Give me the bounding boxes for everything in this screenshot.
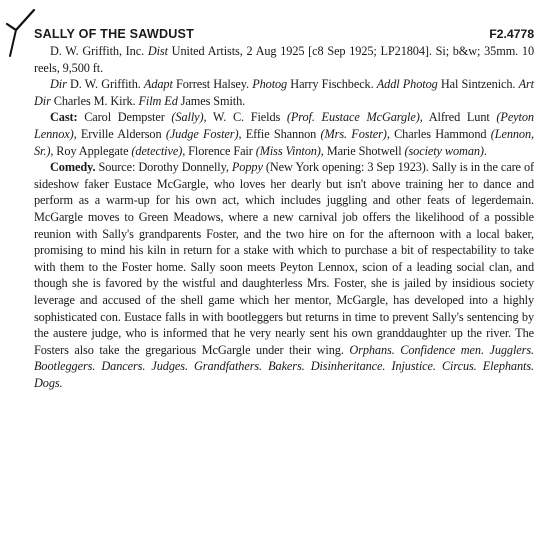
photographer: Harry Fischbeck. (287, 77, 377, 92)
cast-separator: , (50, 143, 57, 158)
cast-member-name: W. C. Fields (212, 110, 287, 125)
art-dir-label: Art Dir (34, 77, 534, 108)
source-rest: (New York opening: 3 Sep 1923). (262, 160, 432, 175)
release-details: United Artists, 2 Aug 1925 [c8 Sep 1925; LP21804]. Si; b&w; 35mm. 10 reels, 9,500 ft. (34, 44, 534, 75)
photog-label: Photog (252, 77, 288, 92)
cast-separator: , (182, 143, 189, 158)
cast-label: Cast: (50, 110, 78, 125)
cast-member-role: (Lennon, Sr.) (34, 126, 534, 158)
cast-list (34, 109, 534, 159)
cast-member-name: Alfred Lunt (428, 110, 497, 125)
cast-members (34, 110, 534, 157)
dir-label: Dir (50, 77, 67, 92)
cast-member-name: Marie Shotwell (326, 143, 405, 158)
cast-separator: , (320, 143, 327, 158)
cast-member-role: (Mrs. Foster) (320, 126, 387, 141)
adapter: Forrest Halsey. (172, 77, 253, 92)
cast-separator: , (386, 126, 395, 141)
production-company: D. W. Griffith, Inc. (50, 44, 148, 58)
adapt-label: Adapt (143, 77, 173, 92)
addl-photographer: Hal Sintzenich. (437, 77, 519, 92)
cast-separator: , (419, 110, 429, 125)
source-text: Source: Dorothy Donnelly, (95, 160, 232, 175)
film-ed-label: Film Ed (138, 93, 178, 108)
synopsis (34, 159, 534, 391)
film-editor: James Smith. (177, 93, 246, 108)
film-title: SALLY OF THE SAWDUST (34, 27, 195, 41)
subject-headings: Orphans. Confidence men. Jugglers. Bootleggers. Dancers. Judges. Grandfathers. Bakers. Disinheritance. Injustice. Circus. Elephants. Dogs. (34, 342, 534, 390)
production-info (34, 43, 534, 76)
dist-label: Dist (147, 44, 168, 58)
catalog-code: F2.4778 (489, 27, 534, 41)
cast-separator: , (203, 110, 213, 125)
genre: Comedy. (50, 160, 96, 175)
cast-member-role: (Miss Vinton) (255, 143, 321, 158)
film-entry (34, 26, 534, 391)
cast-separator: . (483, 143, 487, 158)
addl-photog-label: Addl Photog (376, 77, 438, 92)
art-director: Charles M. Kirk. (50, 93, 139, 108)
source-title: Poppy (231, 160, 263, 175)
cast-member-role: (detective) (131, 143, 183, 158)
synopsis-body: Sally is in the care of sideshow faker Eustace McGargle, who loves her dearly but isn't above training her to dance and perform as a warm-up for his own act, which includes juggling and other feats of legerdemain. McGargle moves to Green Meadows, where a new carnival job offers the likelihood of a possible reunion with Sally's grandparents Foster, and the two hire on for the afternoon with a local baker, promising to mind his kiln in return for a stake with which to purchase a bit of respectability to take with them to the Foster home. Sally soon meets Peyton Lennox, scion of a leading social clan, and though she is favored by the wistful and daughterless Mrs. Foster, she is jailed by insidious society leverage and accused of the shell game which her mentor, McGargle, has developed into a highly sophisticated con. Eustace falls in with bootleggers but returns in time to prevent Sally's sentencing by the austere judge, who is informed that he very nearly sent his own granddaughter up the river. The Fosters also take the gregarious McGargle under their wing. (34, 160, 535, 357)
cast-member-role: (society woman) (404, 143, 484, 158)
cast-member-name: Erville Alderson (80, 126, 166, 141)
cast-member-name: Florence Fair (188, 143, 256, 158)
cast-member-role: (Judge Foster) (165, 126, 239, 141)
cast-member-name: Carol Dempster (84, 110, 172, 125)
director: D. W. Griffith. (66, 77, 144, 92)
cast-member-role: (Prof. Eustace McGargle) (286, 110, 420, 125)
cast-separator: , (73, 126, 81, 141)
cast-member-name: Roy Applegate (56, 143, 132, 158)
cast-member-role: (Peyton Lennox) (34, 110, 534, 141)
cast-member-role: (Sally) (171, 110, 204, 125)
cast-member-name: Charles Hammond (394, 126, 491, 141)
cast-separator: , (238, 126, 246, 141)
cast-member-name: Effie Shannon (245, 126, 321, 141)
entry-header (34, 26, 534, 43)
credits (34, 76, 534, 109)
